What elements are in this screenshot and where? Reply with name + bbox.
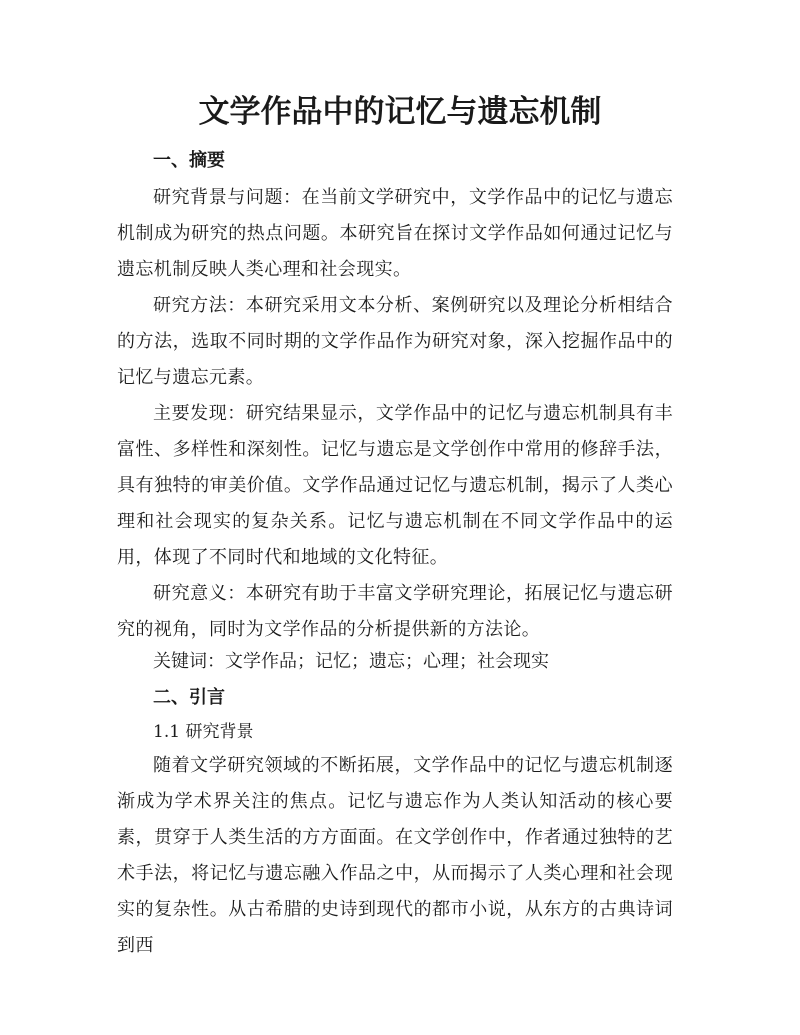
abstract-background-paragraph: 研究背景与问题：在当前文学研究中，文学作品中的记忆与遗忘机制成为研究的热点问题。本研究旨在探讨文学作品如何通过记忆与遗忘机制反映人类心理和社会现实。 bbox=[117, 187, 673, 280]
keywords-line: 关键词：文学作品；记忆；遗忘；心理；社会现实 bbox=[153, 651, 549, 672]
intro-heading: 二、引言 bbox=[153, 687, 225, 708]
intro-paragraph: 随着文学研究领域的不断拓展，文学作品中的记忆与遗忘机制逐渐成为学术界关注的焦点。记忆与遗忘作为人类认知活动的核心要素，贯穿于人类生活的方方面面。在文学创作中，作者通过独特的艺术手法，将记忆与遗忘融入作品之中，从而揭示了人类心理和社会现实的复杂性。从古希腊的史诗到现代的都市小说，从东方的古典诗词到西 bbox=[117, 755, 673, 956]
abstract-method-paragraph: 研究方法：本研究采用文本分析、案例研究以及理论分析相结合的方法，选取不同时期的文学作品作为研究对象，深入挖掘作品中的记忆与遗忘元素。 bbox=[117, 295, 673, 388]
abstract-findings-paragraph: 主要发现：研究结果显示，文学作品中的记忆与遗忘机制具有丰富性、多样性和深刻性。记忆与遗忘是文学创作中常用的修辞手法，具有独特的审美价值。文学作品通过记忆与遗忘机制，揭示了人类心理和社会现实的复杂关系。记忆与遗忘机制在不同文学作品中的运用，体现了不同时代和地域的文化特征。 bbox=[117, 403, 673, 568]
intro-sub-heading: 1.1 研究背景 bbox=[153, 722, 254, 742]
document-title: 文学作品中的记忆与遗忘机制 bbox=[198, 94, 602, 130]
abstract-heading: 一、摘要 bbox=[153, 150, 225, 171]
abstract-significance-paragraph: 研究意义：本研究有助于丰富文学研究理论，拓展记忆与遗忘研究的视角，同时为文学作品的分析提供新的方法论。 bbox=[117, 583, 673, 640]
